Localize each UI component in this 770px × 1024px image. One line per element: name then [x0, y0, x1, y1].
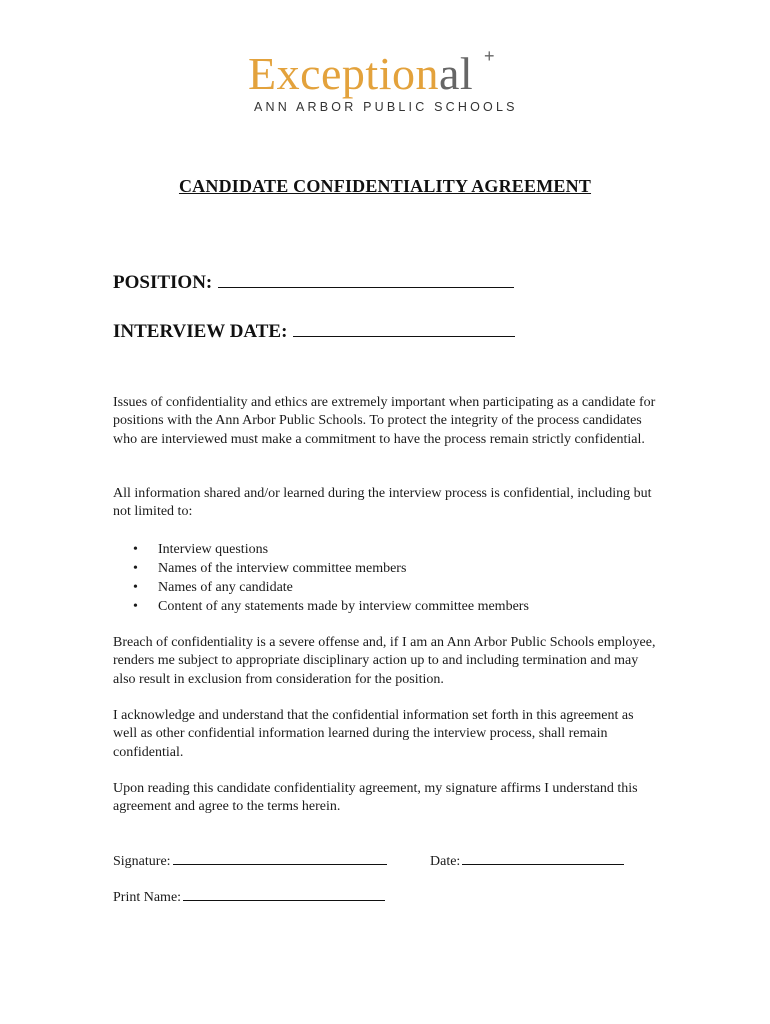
interview-date-label: INTERVIEW DATE: [113, 321, 288, 342]
interview-date-field [113, 320, 515, 343]
print-name-input-line[interactable] [183, 888, 385, 901]
intro-text: Issues of confidentiality and ethics are extremely important when participating as a candidate for positions with the Ann Arbor Public Schools. To protect the integrity of the process candidates who are interviewed must make a commitment to have the process remain strictly confidential. [113, 395, 656, 447]
position-label: POSITION: [113, 272, 213, 293]
breach-paragraph [113, 634, 658, 689]
print-name-field [113, 888, 385, 906]
bullet-icon: • [133, 580, 138, 595]
signature-label: Signature: [113, 854, 171, 869]
position-input-line[interactable] [218, 271, 514, 288]
list-item [113, 559, 529, 578]
logo-wordmark [248, 48, 473, 100]
info-paragraph [113, 485, 658, 522]
date-label: Date: [430, 854, 461, 869]
info-text: All information shared and/or learned during the interview process is confidential, including but not limited to: [113, 486, 652, 520]
acknowledge-paragraph [113, 707, 658, 762]
list-item [113, 578, 529, 597]
signature-input-line[interactable] [173, 852, 387, 865]
exceptional-logo [248, 48, 528, 120]
list-item-text: Content of any statements made by interview committee members [158, 599, 529, 614]
list-item [113, 597, 529, 616]
confidential-items-list [113, 540, 529, 616]
print-name-label: Print Name: [113, 890, 182, 905]
logo-word-main: Exception [248, 48, 439, 99]
signature-field [113, 852, 387, 870]
upon-paragraph [113, 780, 658, 817]
date-field [430, 852, 624, 870]
interview-date-input-line[interactable] [293, 320, 515, 337]
position-field [113, 271, 514, 294]
acknowledge-text: I acknowledge and understand that the confidential information set forth in this agreement as well as other confidential information learned during the interview process, shall remain confidential. [113, 708, 634, 760]
bullet-icon: • [133, 599, 138, 614]
bullet-icon: • [133, 561, 138, 576]
list-item-text: Names of any candidate [158, 580, 293, 595]
list-item [113, 540, 529, 559]
date-input-line[interactable] [462, 852, 624, 865]
bullet-icon: • [133, 542, 138, 557]
upon-text: Upon reading this candidate confidentiality agreement, my signature affirms I understand this agreement and agree to the terms herein. [113, 781, 638, 815]
breach-text: Breach of confidentiality is a severe offense and, if I am an Ann Arbor Public Schools employee, renders me subject to appropriate disciplinary action up to and including termination and may also result in exclusion from consideration for the position. [113, 635, 656, 687]
logo-subtitle: ANN ARBOR PUBLIC SCHOOLS [254, 100, 518, 114]
logo-word-tail: al [439, 48, 474, 99]
intro-paragraph [113, 394, 658, 449]
document-title: CANDIDATE CONFIDENTIALITY AGREEMENT [178, 176, 592, 196]
logo-plus-icon: + [484, 46, 495, 66]
list-item-text: Interview questions [158, 542, 269, 557]
list-item-text: Names of the interview committee members [158, 561, 407, 576]
